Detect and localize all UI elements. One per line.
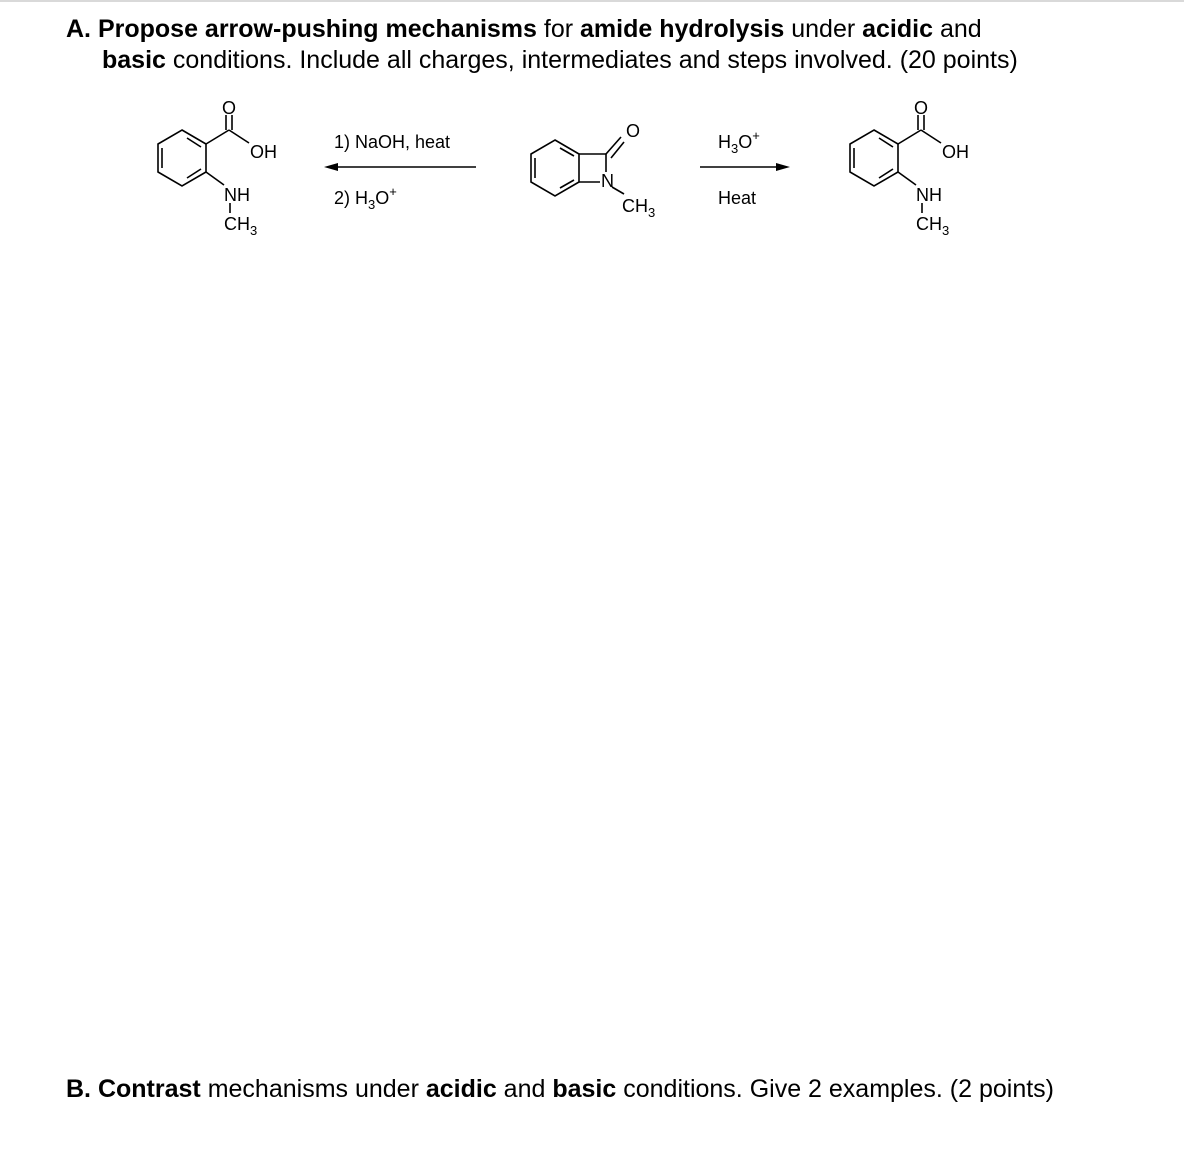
- question-b-text-3: acidic: [425, 1075, 497, 1103]
- center-benzene-ring: [531, 140, 579, 196]
- right-bond-ring-carbonyl: [898, 130, 921, 144]
- center-carbonyl-double-bond-b: [611, 142, 624, 158]
- question-b-text-2: mechanisms under: [200, 1075, 426, 1103]
- question-a-text-3: amide hydrolysis: [580, 15, 785, 43]
- question-a-text-2: for: [536, 15, 581, 43]
- center-carbonyl-oxygen: O: [626, 121, 641, 141]
- question-b-text-5: basic: [552, 1075, 617, 1103]
- left-bond-ring-carbonyl: [206, 130, 229, 144]
- left-conditions-step2: 2) $H_3O^+$: [334, 184, 397, 212]
- question-a-text-1: Propose arrow-pushing mechanisms: [97, 15, 537, 43]
- left-hydroxyl-label: OH: [250, 142, 277, 162]
- left-bond-ring-nh: [206, 172, 224, 185]
- question-b-text-1: Contrast: [97, 1075, 201, 1103]
- question-b-text-4: and: [496, 1075, 553, 1103]
- center-carbonyl-double-bond-a: [606, 137, 621, 154]
- question-a-text-6: and: [933, 15, 982, 43]
- right-arrow-head: [776, 163, 790, 171]
- left-carbonyl-oxygen: O: [221, 98, 237, 118]
- right-hydroxyl-label: OH: [942, 142, 969, 162]
- question-a-text-4: under: [784, 15, 863, 43]
- question-b-label: B.: [66, 1075, 91, 1103]
- center-methyl-label: $CH_3$: [622, 196, 656, 220]
- right-methyl-label: $CH_3$: [916, 214, 950, 238]
- left-bond-carbonyl-oh: [229, 130, 249, 143]
- right-conditions-bottom: Heat: [718, 188, 757, 208]
- center-nitrogen-label: N: [601, 171, 614, 191]
- reaction-scheme: [0, 90, 1184, 260]
- question-a-text-8: conditions. Include all charges, intermediates and steps involved. (20 points): [165, 46, 1018, 74]
- question-a-line1: [66, 14, 1146, 45]
- question-a-line2: [66, 45, 1146, 76]
- top-border: [0, 0, 1184, 2]
- right-amine-label: NH: [916, 185, 942, 205]
- left-benzene-ring: [158, 130, 206, 186]
- left-conditions-step1: 1) NaOH, heat: [334, 132, 451, 152]
- right-carbonyl-oxygen: O: [913, 98, 929, 118]
- right-benzene-ring: [850, 130, 898, 186]
- left-methyl-label: $CH_3$: [224, 214, 258, 238]
- question-a-text-7: basic: [102, 46, 166, 74]
- question-a: [66, 14, 1146, 76]
- question-b: [66, 1074, 1156, 1105]
- question-b-text-6: conditions. Give 2 examples. (2 points): [616, 1075, 1054, 1103]
- right-bond-ring-nh: [898, 172, 916, 185]
- question-a-label: A.: [66, 15, 91, 43]
- left-arrow-head: [324, 163, 338, 171]
- right-conditions-top: $H_3O^+$: [718, 128, 760, 156]
- question-a-text-5: acidic: [862, 15, 933, 43]
- left-amine-label: NH: [224, 185, 250, 205]
- right-bond-carbonyl-oh: [921, 130, 941, 143]
